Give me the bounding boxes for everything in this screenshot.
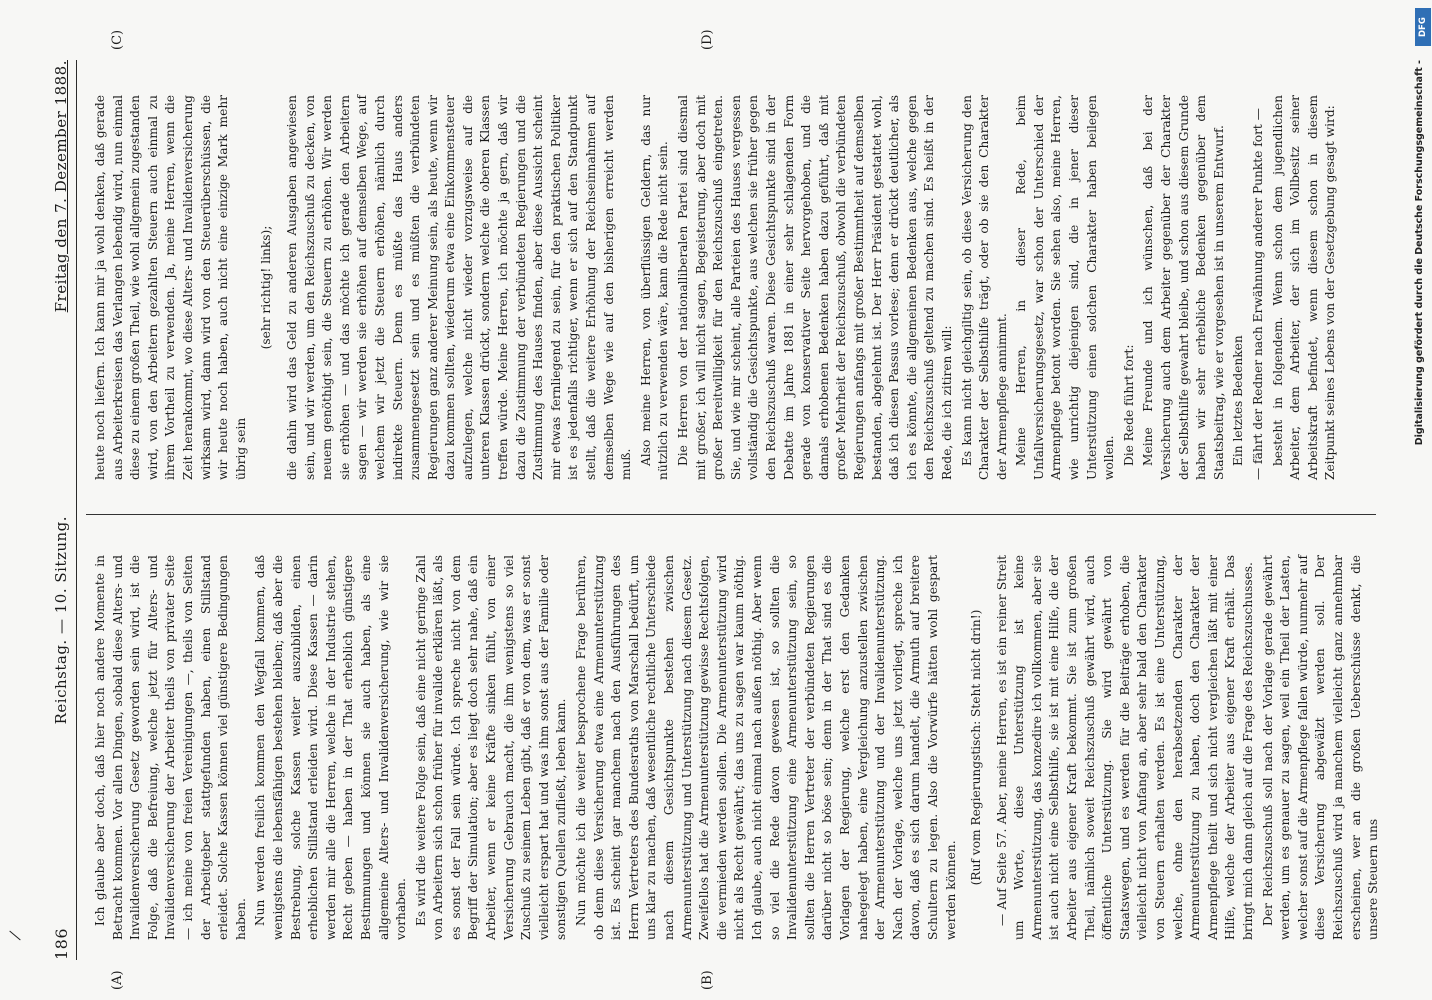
paragraph: Also meine Herren, von überflüssigen Geldern, das nur nützlich zu verwenden wäre, kann die Rede nicht sein. [638, 95, 671, 480]
quotation: Ein letztes Bedenken [1231, 335, 1246, 466]
margin-letter-b: (B) [700, 970, 715, 990]
page-header [46, 60, 77, 960]
quotation: Es kann nicht gleichgiltig sein, ob diese Versicherung den Charakter der Selbsthilfe trägt, oder ob sie den Charakter der Armenpflege annimmt. [959, 95, 1009, 480]
paragraph: die dahin wird das Geld zu anderen Ausgaben angewiesen sein, und wir werden, um den Reichszuschuß zu decken, von neuem genöthigt sein, die Steuern zu erhöhen. Wir werden sie erhöhen — und das möchte ich gerade den Arbeitern sagen — wir werden sie erhöhen auf demselben Wege, auf welchem wir jetzt die Steuern erhöhen, nämlich durch indirekte Steuern. Denn es müßte das Haus anders zusammengesetzt sein und es müßten die verbündeten Regierungen ganz anderer Meinung sein, als heute, wenn wir dazu kommen sollten, wiederum etwa eine Einkommensteuer aufzulegen, welche nicht wieder vorzugsweise auf die unteren Klassen drückt, sondern welche die oberen Klassen treffen würde. Meine Herren, ich möchte ja gern, daß wir dazu die Zustimmung der verbündeten Regierungen und die Zustimmung des Hauses finden, aber diese Aussicht scheint mir etwas fernliegend zu sein, für den praktischen Politiker ist es jedenfalls richtiger, wenn er sich auf den Standpunkt stellt, daß die weitere Erhöhung der Reichseinnahmen auf demselben Wege wie auf den bisherigen erreicht werden muß. [284, 95, 634, 480]
paragraph: — Auf Seite 57. Aber, meine Herren, es ist ein reiner Streit um Worte, diese Unterstützung ist keine Armenunterstützung, das konzedire ich vollkommen, aber sie ist auch nicht eine Selbsthilfe, sie ist mit eine Hilfe, die der Arbeiter aus eigener Kraft bekommt. Sie ist zum großen Theil, nämlich soweit Reichszuschuß gewährt wird, auch öffentliche Unterstützung. Sie wird gewährt von Staatswegen, und es werden für die Beiträge erhoben, die vielleicht nicht von Anfang an, aber sehr bald den Charakter von Steuern erhalten werden. Es ist eine Unterstützung, welche, ohne den herabsetzenden Charakter der Armenunterstützung zu haben, doch den Charakter der Armenpflege theilt und sich nicht vergleichen läßt mit einer Hilfe, welche der Arbeiter aus eigener Kraft erhält. Das bringt mich dann gleich auf die Frage des Reichszuschusses. [994, 555, 1255, 940]
session-date: Freitag den 7. Dezember 1888. [52, 60, 70, 313]
quotation: besteht in folgendem. Wenn schon dem jugendlichen Arbeiter, dem Arbeiter, der sich im Vollbesitz seiner Arbeitskraft befindet, wenn diesem schon in diesem Zeitpunkt seines Lebens von der Gesetzgebung gesagt wird: [1270, 95, 1338, 480]
dfg-logo: DFG [1415, 8, 1431, 46]
paragraph: Ich glaube aber doch, daß hier noch andere Momente in Betracht kommen. Vor allen Dingen, sobald diese Alters- und Invalidenversicherung Gesetz geworden sein wird, ist die Folge, daß die Befreiung, welche jetzt für Alters- und Invalidenversicherung der Arbeiter theils von privater Seite — ich meine von freien Vereinigungen —, theils von Seiten der Arbeitgeber stattgefunden haben, einen Stillstand erleidet. Solche Kassen können viel günstigere Bedingungen haben. [93, 555, 248, 940]
page-number: 186 [51, 927, 71, 960]
paragraph: Die Rede führt fort: [1121, 344, 1136, 466]
column-divider [86, 514, 1376, 515]
paragraph: Meine Herren, in dieser Rede, beim Unfallversicherungsgesetz, war schon der Unterschied der Armenpflege betont worden. Sie sehen also, meine Herren, wie unrichtig diejenigen sind, die in jener dieser Unterstützung einen solchen Charakter haben beilegen wollen. [1014, 95, 1117, 480]
interjection: (Ruf vom Regierungstisch: Steht nicht drin!) [969, 609, 984, 886]
paragraph: — fährt der Redner nach Erwähnung anderer Punkte fort — [1251, 108, 1265, 480]
digitization-credit: Digitalisierung gefördert durch die Deutsche Forschungsgemeinschaft - [1414, 60, 1425, 446]
margin-letter-c: (C) [110, 29, 125, 50]
margin-letter-a: (A) [110, 970, 125, 990]
session-title: Reichstag. — 10. Sitzung. [52, 515, 70, 725]
interjection: (sehr richtig! links); [259, 225, 274, 350]
right-text-column [92, 95, 1362, 480]
paragraph: Der Reichszuschuß soll nach der Vorlage gerade gewährt werden, um es genauer zu sagen, weil ein Theil der Lasten, welcher sonst auf die Armenpflege fallen würde, nunmehr auf diese Versicherung abgewälzt werden soll. Der Reichszuschuß wird ja manchem vielleicht ganz annehmbar erscheinen, wer an die großen Ueberschüsse denkt, die unsere Steuern uns [1260, 555, 1381, 940]
quotation: Meine Freunde und ich wünschen, daß bei der Versicherung auch dem Arbeiter gegenüber der Charakter der Selbsthilfe gewahrt bleibe, und schon aus diesem Grunde haben wir sehr erhebliche Bedenken gegenüber dem Staatsbeitrag, wie er vorgesehen ist in unserem Entwurf. [1141, 95, 1226, 480]
paragraph: heute noch liefern. Ich kann mir ja wohl denken, daß gerade aus Arbeiterkreisen das Verlangen lebendig wird, nun einmal diese zu einem großen Theil, wie wohl allgemein zugestanden wird, von den Arbeitern gezahlten Steuern auch einmal zu ihrem Vortheil zu verwenden. Ja, meine Herren, wenn die Zeit herankommt, wo diese Alters- und Invalidenversicherung wirksam wird, dann wird von den Steuerüberschüssen, die wir heute noch haben, auch nicht eine einzige Mark mehr übrig sein [93, 95, 248, 480]
margin-letter-d: (D) [700, 29, 715, 50]
paragraph: Die Herren von der nationalliberalen Partei sind diesmal mit großer, ich will nicht sagen, Begeisterung, aber doch mit großer Bereitwilligkeit für den Reichszuschuß eingetreten. Sie, und wie mir scheint, alle Parteien des Hauses vergessen vollständig die Gesichtspunkte, aus welchen sie früher gegen den Reichszuschuß waren. Diese Gesichtspunkte sind in der Debatte im Jahre 1881 in einer sehr schlagenden Form gerade von konservativer Seite hervorgehoben, und die damals erhobenen Bedenken haben dazu geführt, daß mit großer Mehrheit der Reichszuschuß, obwohl die verbündeten Regierungen anfangs mit großer Bestimmtheit auf demselben bestanden, abgelehnt ist. Der Herr Präsident gestattet wohl, daß ich diesen Passus vorlese; denn er drückt deutlicher, als ich es könnte, die allgemeinen Bedenken aus, welche gegen den Reichszuschuß geltend zu machen sind. Es heißt in der Rede, die ich zitiren will: [676, 95, 954, 480]
paragraph: Es wird die weitere Folge sein, daß eine nicht geringe Zahl von Arbeitern sich schon früher für invalide erklären läßt, als es sonst der Fall sein würde. Ich spreche nicht von dem Begriff der Simulation; aber es liegt doch sehr nahe, daß ein Arbeiter, wenn er keine Kräfte sinken fühlt, von einer Versicherung Gebrauch macht, die ihm wenigstens so viel Zuschuß zu seinem Leben gibt, daß er von dem, was er sonst vielleicht erspart hat und was ihm sonst aus der Familie oder sonstigen Quellen zufließt, leben kann. [413, 555, 569, 940]
left-text-column [92, 555, 1381, 940]
paragraph: Nun werden freilich kommen den Wegfall kommen, daß wenigstens die lebensfähigen bestehen bleiben; daß aber die Bestrebung, solche Kassen weiter auszubilden, einen erheblichen Stillstand erleiden wird. Diese Kassen — darin werden mir alle die Herren, welche in der Industrie stehen, Recht geben — haben in der That erheblich günstigere Bestimmungen und können sie auch haben, als eine allgemeine Alters- und Invalidenversicherung, wie wir sie vorhaben. [253, 555, 409, 940]
paragraph: Nun möchte ich die weiter besprochene Frage berühren, ob denn diese Versicherung etwa eine Armenunterstützung ist. Es scheint gar manchem nach den Ausführungen des Herrn Vertreters des Bundesraths von Marschall bedürft, um uns klar zu machen, daß wesentliche rechtliche Unterschiede nach diesem Gesichtspunkte bestehen zwischen Armenunterstützung und Unterstützung nach diesem Gesetz. Zweifellos hat die Armenunterstützung gewisse Rechtsfolgen, die vermieden werden sollen. Die Armenunterstützung wird nicht als Recht gewährt; das uns zu sagen war kaum nöthig. Ich glaube, auch nicht einmal nach außen nöthig. Aber wenn so viel die Rede davon gewesen ist, so sollten die Invalidenunterstützung eine Armenunterstützung sein, so sollten die Herren Vertreter der verbündeten Regierungen darüber nicht so böse sein; denn in der That sind es die Vorlagen der Regierung, welche erst den Gedanken nahegelegt haben, eine Vergleichung anzustellen zwischen der Armenunterstützung und der Invalidenunterstützung. Nach der Vorlage, welche uns jetzt vorliegt, spreche ich davon, daß es sich darum handelt, die Armuth auf breitere Schultern zu legen. Also die Vorwürfe hätten wohl gespart werden können. [574, 555, 958, 940]
